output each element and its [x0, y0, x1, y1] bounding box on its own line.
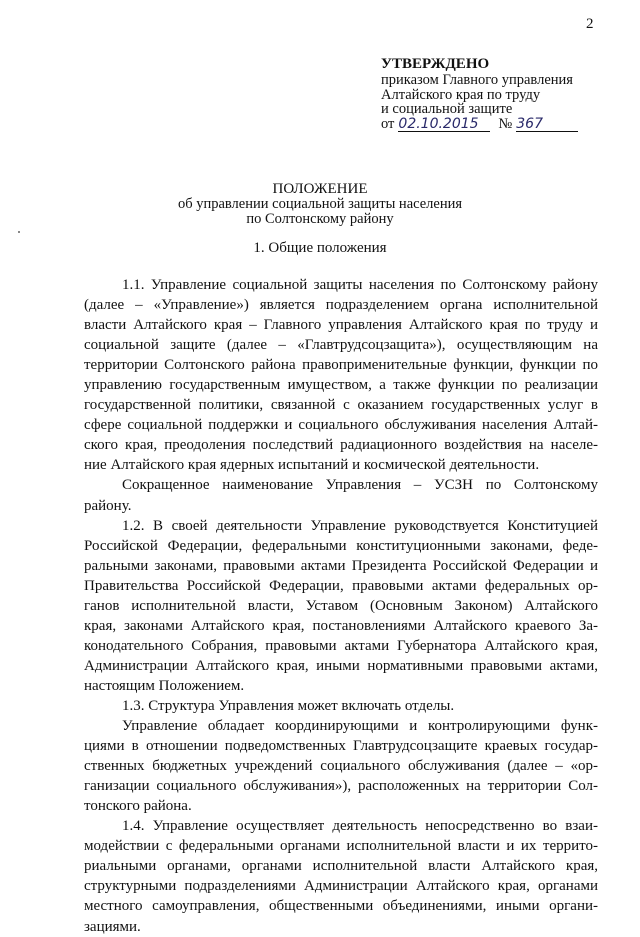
handwritten-date: 02.10.2015 [398, 117, 490, 132]
body-line: сфере социальной поддержки и социального обслуживания населения Алтай- [84, 417, 598, 434]
body-line: району. [84, 497, 132, 514]
body-line: территории Солтонского района правоприменительные функции, функции по [84, 357, 598, 374]
body-line: ганизации социального обслуживания»), расположенных на территории Сол- [84, 778, 598, 795]
page-number: 2 [586, 16, 594, 32]
body-line: местного самоуправления, общественными объединениями, иными органи- [84, 898, 598, 915]
body-line: власти Алтайского края – Главного управления Алтайского края по труду и [84, 317, 598, 334]
body-line: тонского района. [84, 798, 192, 815]
title-line-3: по Солтонскому району [246, 211, 394, 227]
body-line: (далее – «Управление») является подразделением органа исполнительной [84, 297, 598, 314]
title-line-2: об управлении социальной защиты населения [177, 196, 463, 212]
handwritten-number: 367 [516, 117, 578, 132]
body-line: края, законами Алтайского края, постановлениями Алтайского краевого За- [84, 617, 598, 634]
approval-line-2: Алтайского края по труду [381, 86, 541, 103]
body-line: ральными законами, правовыми актами Президента Российской Федерации и [84, 557, 598, 574]
body-line: риальными органами, органами исполнительной власти Алтайского края, [84, 858, 598, 875]
body-line: 1.1. Управление социальной защиты населения по Солтонскому району [122, 277, 598, 293]
body-line: государственной политики, связанной с оказанием государственных услуг в [84, 397, 598, 414]
document-title [0, 182, 640, 227]
body-line: Сокращенное наименование Управления – УСЗН по Солтонскому [122, 477, 598, 494]
approval-heading: УТВЕРЖДЕНО [381, 56, 490, 72]
number-sign: № [498, 116, 513, 132]
date-prefix: от [381, 116, 395, 132]
title-line-1: ПОЛОЖЕНИЕ [272, 181, 368, 197]
section-heading: 1. Общие положения [253, 240, 387, 256]
body-line: циями в отношении подведомственных Главтрудсоцзащите краевых государ- [84, 738, 598, 755]
body-line: 1.3. Структура Управления может включать отделы. [122, 697, 455, 714]
body-line: ганов исполнительной власти, Уставом (Основным Законом) Алтайского [84, 597, 598, 614]
body-line: ственных бюджетных учреждений социального обслуживания (далее – «ор- [84, 758, 598, 775]
body-line: 1.2. В своей деятельности Управление руководствуется Конституцией [122, 517, 598, 534]
approval-line-3: и социальной защите [381, 101, 513, 117]
body-line: структурными подразделениями Администрации Алтайского края, органами [84, 878, 598, 895]
body-line: ние Алтайского края ядерных испытаний и космической деятельности. [84, 457, 540, 474]
approval-date-line [381, 117, 578, 132]
body-line: модействии с федеральными органами исполнительной власти и их террито- [84, 838, 598, 855]
body-line: Администрации Алтайского края, иными нормативными правовыми актами, [84, 657, 598, 674]
body-line: настоящим Положением. [84, 677, 245, 694]
approval-line-1: приказом Главного управления [381, 72, 573, 88]
body-line: Правительства Российской Федерации, правовыми актами федеральных ор- [84, 577, 598, 594]
body-line: Управление обладает координирующими и контролирующими функ- [122, 718, 598, 735]
body-line: зациями. [84, 918, 141, 935]
body-line: управлению государственным имуществом, а также функции по реализации [84, 377, 598, 394]
body-line: 1.4. Управление осуществляет деятельность непосредственно во взаи- [122, 818, 598, 835]
body-text [84, 275, 598, 937]
body-line: конодательного Собрания, правовыми актами Губернатора Алтайского края, [84, 637, 598, 654]
scan-speck [18, 231, 20, 233]
approval-stamp [381, 55, 578, 132]
body-line: Российской Федерации, федеральными конституционными законами, феде- [84, 537, 598, 554]
body-line: социальной защите (далее – «Главтрудсоцзащита»), осуществляющим на [84, 337, 598, 354]
body-line: ского края, преодоления последствий радиационного воздействия на населе- [84, 437, 598, 454]
